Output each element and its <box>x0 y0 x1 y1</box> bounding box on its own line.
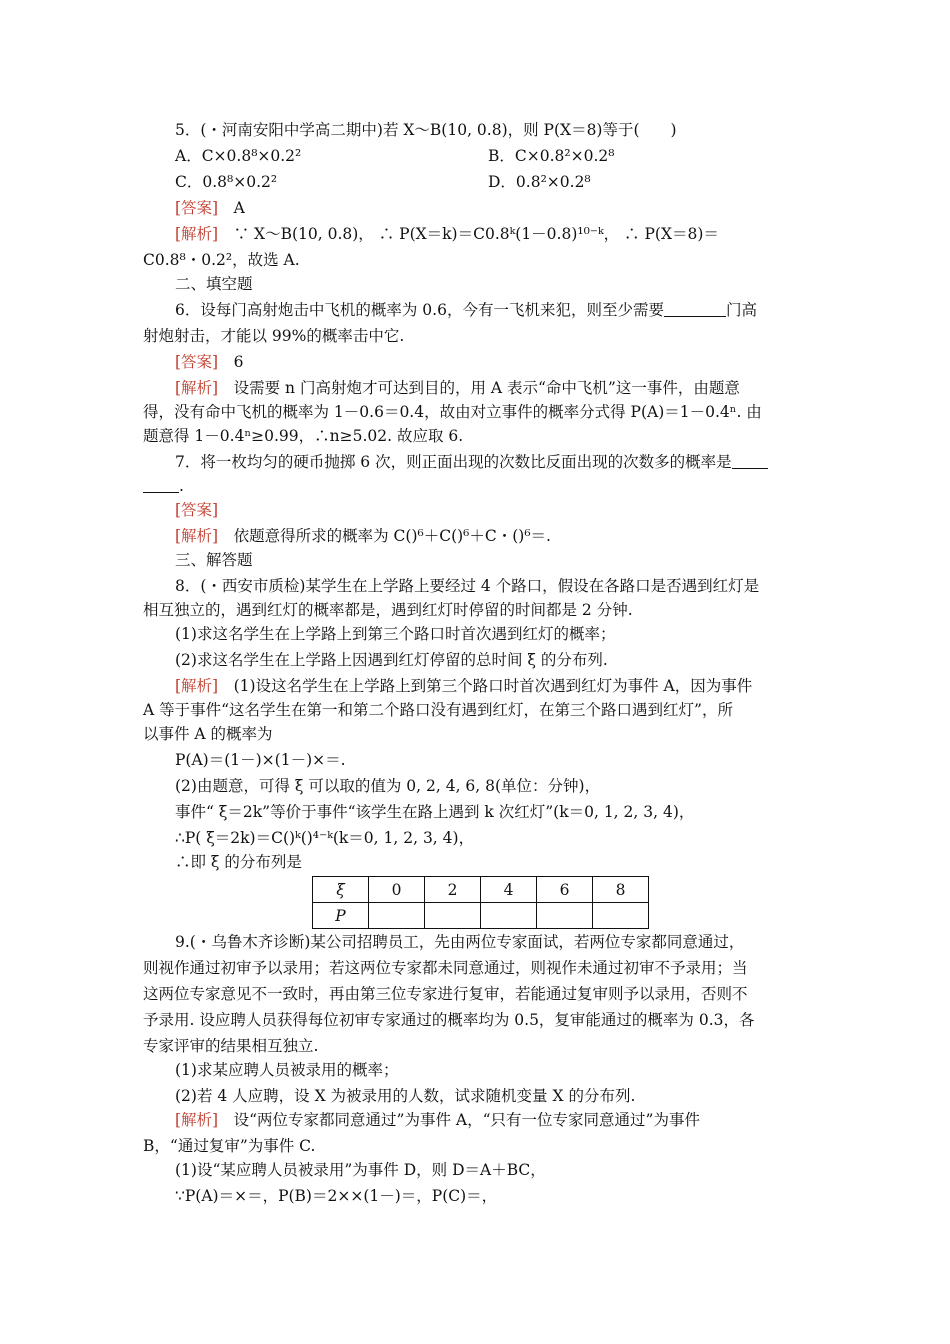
table-cell <box>369 903 425 929</box>
analysis-text: 依题意得所求的概率为 C()⁶＋C()⁶＋C・()⁶＝. <box>233 527 551 545</box>
table-cell <box>537 903 593 929</box>
analysis-tag: [解析] <box>175 677 219 695</box>
table-cell <box>425 903 481 929</box>
question-9-part1: (1)求某应聘人员被录用的概率； <box>175 1061 399 1079</box>
answer-blank <box>143 477 179 493</box>
table-cell: 4 <box>481 877 537 903</box>
analysis-8 <box>175 674 752 698</box>
question-6 <box>175 298 757 322</box>
analysis-9-cont: B，“通过复审”为事件 C. <box>143 1137 316 1155</box>
option-c: C．0.8⁸×0.2² <box>175 173 278 191</box>
period: . <box>179 477 184 495</box>
section-fill-blank: 二、填空题 <box>175 275 253 293</box>
question-7-cont <box>143 474 184 498</box>
answer-value: 6 <box>233 353 244 371</box>
section-solutions: 三、解答题 <box>175 551 253 569</box>
table-cell <box>481 903 537 929</box>
analysis-8-formula: P(A)＝(1－)×(1－)×＝. <box>175 751 346 769</box>
analysis-9-part1: (1)设“某应聘人员被录用”为事件 D，则 D＝A＋BC， <box>175 1161 546 1179</box>
analysis-tag: [解析] <box>175 527 219 545</box>
question-8-cont: 相互独立的，遇到红灯的概率都是，遇到红灯时停留的时间都是 2 分钟. <box>143 601 633 619</box>
answer-value: A <box>233 199 245 217</box>
analysis-5-cont: C0.8⁸・0.2²，故选 A. <box>143 251 300 269</box>
analysis-5 <box>175 222 719 246</box>
table-cell: 0 <box>369 877 425 903</box>
table-cell: 8 <box>593 877 649 903</box>
analysis-6-cont2: 题意得 1－0.4ⁿ≥0.99，∴n≥5.02. 故应取 6. <box>143 427 464 445</box>
question-6-text: 6．设每门高射炮击中飞机的概率为 0.6，今有一飞机来犯，则至少需要 <box>175 301 664 319</box>
question-5: 5．(・河南安阳中学高二期中)若 X～B(10, 0.8)，则 P(X＝8)等于( ) <box>175 121 677 139</box>
table-cell <box>593 903 649 929</box>
analysis-8-event: 事件“ ξ＝2k”等价于事件“该学生在路上遇到 k 次红灯”(k＝0, 1, 2, 3, 4)， <box>175 803 695 821</box>
answer-tag: [答案] <box>175 501 219 519</box>
answer-blank <box>664 301 726 317</box>
analysis-text: (1)设这名学生在上学路上到第三个路口时首次遇到红灯为事件 A，因为事件 <box>233 677 753 695</box>
analysis-8-dist-intro: ∴即 ξ 的分布列是 <box>175 853 302 871</box>
analysis-tag: [解析] <box>175 225 219 243</box>
analysis-tag: [解析] <box>175 379 219 397</box>
analysis-8-prob: ∴P( ξ＝2k)＝C()ᵏ()⁴⁻ᵏ(k＝0, 1, 2, 3, 4)， <box>175 829 475 847</box>
answer-tag: [答案] <box>175 353 219 371</box>
analysis-6-cont1: 得，没有命中飞机的概率为 1－0.6＝0.4，故由对立事件的概率分式得 P(A)＝1－0.4ⁿ. 由 <box>143 403 762 421</box>
analysis-8-cont1: A 等于事件“这名学生在第一和第二个路口没有遇到红灯，在第三个路口遇到红灯”，所 <box>143 701 733 719</box>
option-a: A．C×0.8⁸×0.2² <box>175 147 302 165</box>
question-9-part2: (2)若 4 人应聘，设 X 为被录用的人数，试求随机变量 X 的分布列. <box>175 1087 636 1105</box>
table-cell: 6 <box>537 877 593 903</box>
analysis-9-probs: ∵P(A)＝×＝，P(B)＝2××(1－)＝，P(C)＝， <box>175 1187 498 1205</box>
table-row <box>313 903 649 929</box>
question-6-cont: 射炮射击，才能以 99%的概率击中它. <box>143 327 405 345</box>
table-cell: 2 <box>425 877 481 903</box>
question-9-cont3: 予录用. 设应聘人员获得每位初审专家通过的概率均为 0.5，复审能通过的概率为 0.3，各 <box>143 1011 755 1029</box>
question-8-part2: (2)求这名学生在上学路上因遇到红灯停留的总时间 ξ 的分布列. <box>175 651 608 669</box>
question-9-cont1: 则视作通过初审予以录用；若这两位专家都未同意通过，则视作未通过初审不予录用；当 <box>143 959 748 977</box>
answer-7 <box>175 498 218 522</box>
question-9-cont2: 这两位专家意见不一致时，再由第三位专家进行复审，若能通过复审则予以录用，否则不 <box>143 985 748 1003</box>
answer-tag: [答案] <box>175 199 219 217</box>
question-8-part1: (1)求这名学生在上学路上到第三个路口时首次遇到红灯的概率； <box>175 625 616 643</box>
analysis-7 <box>175 524 551 548</box>
question-6-text-end: 门高 <box>725 301 757 319</box>
analysis-text: 设“两位专家都同意通过”为事件 A，“只有一位专家同意通过”为事件 <box>233 1111 700 1129</box>
analysis-8-cont2: 以事件 A 的概率为 <box>143 725 273 743</box>
question-9: 9.(・乌鲁木齐诊断)某公司招聘员工，先由两位专家面试，若两位专家都同意通过， <box>175 933 745 951</box>
analysis-6 <box>175 376 740 400</box>
answer-6 <box>175 350 244 374</box>
analysis-9 <box>175 1108 700 1132</box>
analysis-text: 设需要 n 门高射炮才可达到目的，用 A 表示“命中飞机”这一事件，由题意 <box>233 379 740 397</box>
question-7-text: 7．将一枚均匀的硬币抛掷 6 次，则正面出现的次数比反面出现的次数多的概率是 <box>175 453 732 471</box>
table-cell: P <box>313 903 369 929</box>
analysis-text: ∵ X～B(10, 0.8)， ∴ P(X＝k)＝C0.8ᵏ(1－0.8)¹⁰⁻ᵏ， ∴ P(X＝8)＝ <box>233 225 719 243</box>
table-cell: ξ <box>313 877 369 903</box>
answer-5 <box>175 196 245 220</box>
analysis-tag: [解析] <box>175 1111 219 1129</box>
option-d: D．0.8²×0.2⁸ <box>488 173 591 191</box>
distribution-table <box>312 876 649 929</box>
table-row <box>313 877 649 903</box>
analysis-8-part2: (2)由题意，可得 ξ 可以取的值为 0, 2, 4, 6, 8(单位：分钟)， <box>175 777 601 795</box>
option-b: B．C×0.8²×0.2⁸ <box>488 147 615 165</box>
question-7 <box>175 450 768 474</box>
question-9-cont4: 专家评审的结果相互独立. <box>143 1037 319 1055</box>
question-8: 8．(・西安市质检)某学生在上学路上要经过 4 个路口，假设在各路口是否遇到红灯是 <box>175 577 760 595</box>
answer-blank <box>732 453 768 469</box>
